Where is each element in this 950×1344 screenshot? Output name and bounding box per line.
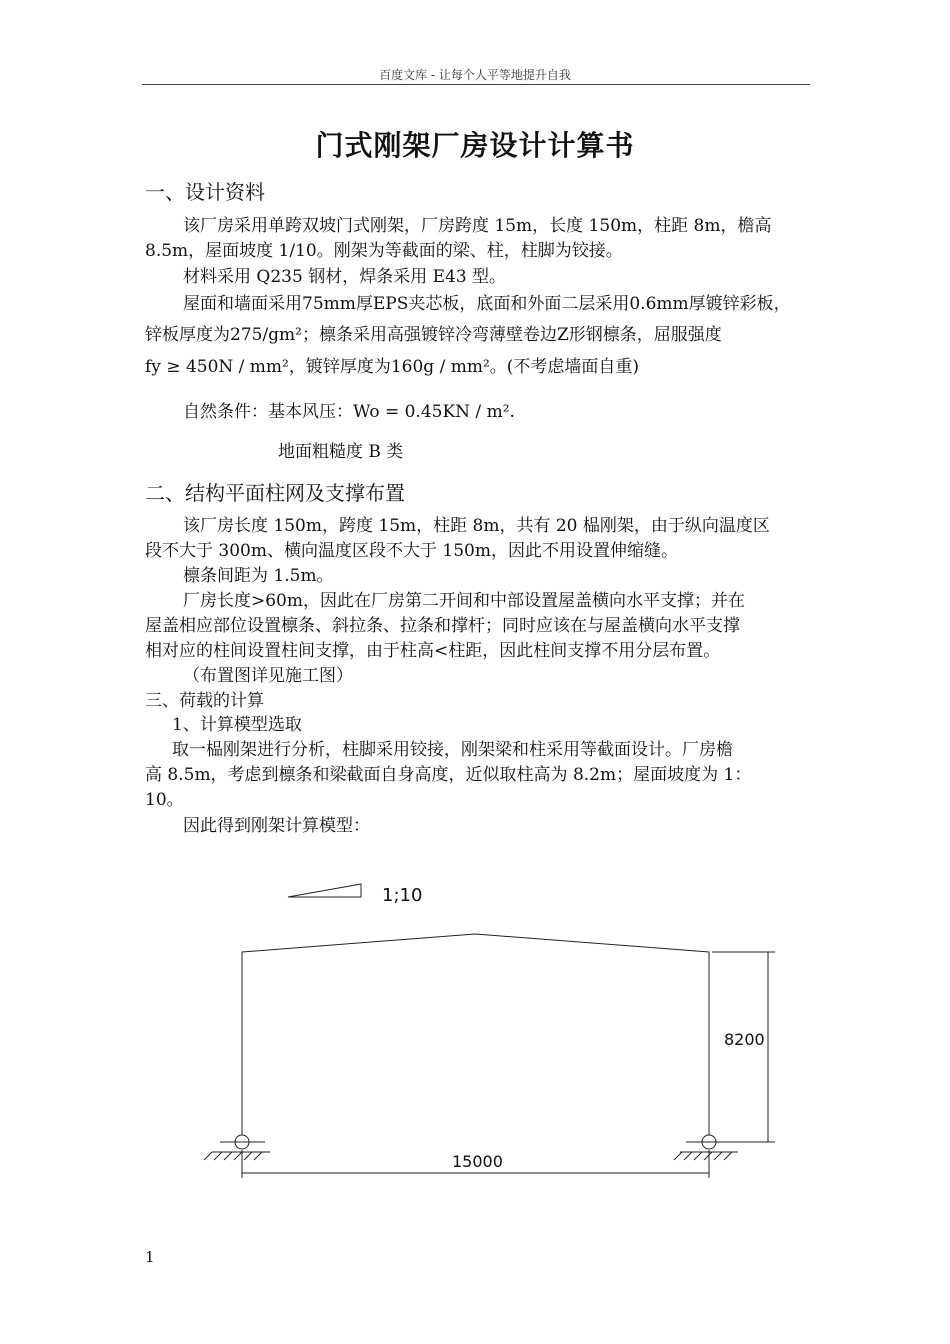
page-header: 百度文库 - 让每个人平等地提升自我 (379, 68, 571, 82)
sec1-p4-line2: 地面粗糙度 B 类 (278, 442, 404, 462)
slope-label: 1;10 (382, 885, 423, 906)
right-pin-support (674, 1135, 738, 1160)
sec3-sub1: 1、计算模型选取 (172, 715, 302, 735)
sec1-p4-line1: 自然条件：基本风压：Wo = 0.45KN / m². (183, 402, 515, 422)
sec3-p1-line3: 10。 (145, 790, 184, 810)
sec2-p1-line2: 段不大于 300m、横向温度区段不大于 150m，因此不用设置伸缩缝。 (145, 541, 678, 561)
sec2-p4: （布置图详见施工图） (183, 666, 353, 686)
section2-heading: 二、结构平面柱网及支撑布置 (145, 481, 405, 505)
sec1-p3-line2: 锌板厚度为275/gm²；檩条采用高强镀锌冷弯薄壁卷边Z形钢檩条，屈服强度 (145, 325, 722, 345)
sec3-p1-line1: 取一榀刚架进行分析，柱脚采用铰接，刚架梁和柱采用等截面设计。厂房檐 (172, 740, 733, 760)
frame-outline (242, 934, 709, 1139)
sec1-p1-line2: 8.5m，屋面坡度 1/10。刚架为等截面的梁、柱，柱脚为铰接。 (145, 241, 623, 261)
height-label: 8200 (724, 1030, 765, 1049)
page-number: 1 (145, 1248, 155, 1266)
sec2-p2: 檩条间距为 1.5m。 (183, 566, 334, 586)
left-pin-support (204, 1135, 270, 1160)
sec1-p3-line1: 屋面和墙面采用75mm厚EPS夹芯板，底面和外面二层采用0.6mm厚镀锌彩板， (183, 294, 791, 314)
sec3-p2: 因此得到刚架计算模型： (183, 816, 370, 836)
sec2-p1-line1: 该厂房长度 150m，跨度 15m，柱距 8m，共有 20 榀刚架，由于纵向温度区 (183, 516, 770, 536)
sec2-p3-line3: 相对应的柱间设置柱间支撑，由于柱高<柱距，因此柱间支撑不用分层布置。 (145, 641, 721, 661)
sec1-p1-line1: 该厂房采用单跨双坡门式刚架，厂房跨度 15m，长度 150m，柱距 8m，檐高 (183, 216, 772, 236)
span-label: 15000 (452, 1152, 503, 1171)
sec2-p3-line1: 厂房长度>60m，因此在厂房第二开间和中部设置屋盖横向水平支撑；并在 (183, 591, 745, 611)
sec1-p3-line3: fy ≥ 450N / mm²，镀锌厚度为160g / mm²。(不考虑墙面自重) (145, 357, 640, 377)
sec3-p1-line2: 高 8.5m，考虑到檩条和梁截面自身高度，近似取柱高为 8.2m；屋面坡度为 1： (145, 765, 752, 785)
sec1-p2: 材料采用 Q235 钢材，焊条采用 E43 型。 (183, 267, 507, 287)
sec2-p3-line2: 屋盖相应部位设置檩条、斜拉条、拉条和撑杆；同时应该在与屋盖横向水平支撑 (145, 616, 740, 636)
slope-triangle (288, 884, 361, 897)
section1-heading: 一、设计资料 (145, 180, 265, 204)
section3-heading: 三、荷载的计算 (145, 691, 264, 711)
document-title: 门式刚架厂房设计计算书 (315, 129, 635, 162)
